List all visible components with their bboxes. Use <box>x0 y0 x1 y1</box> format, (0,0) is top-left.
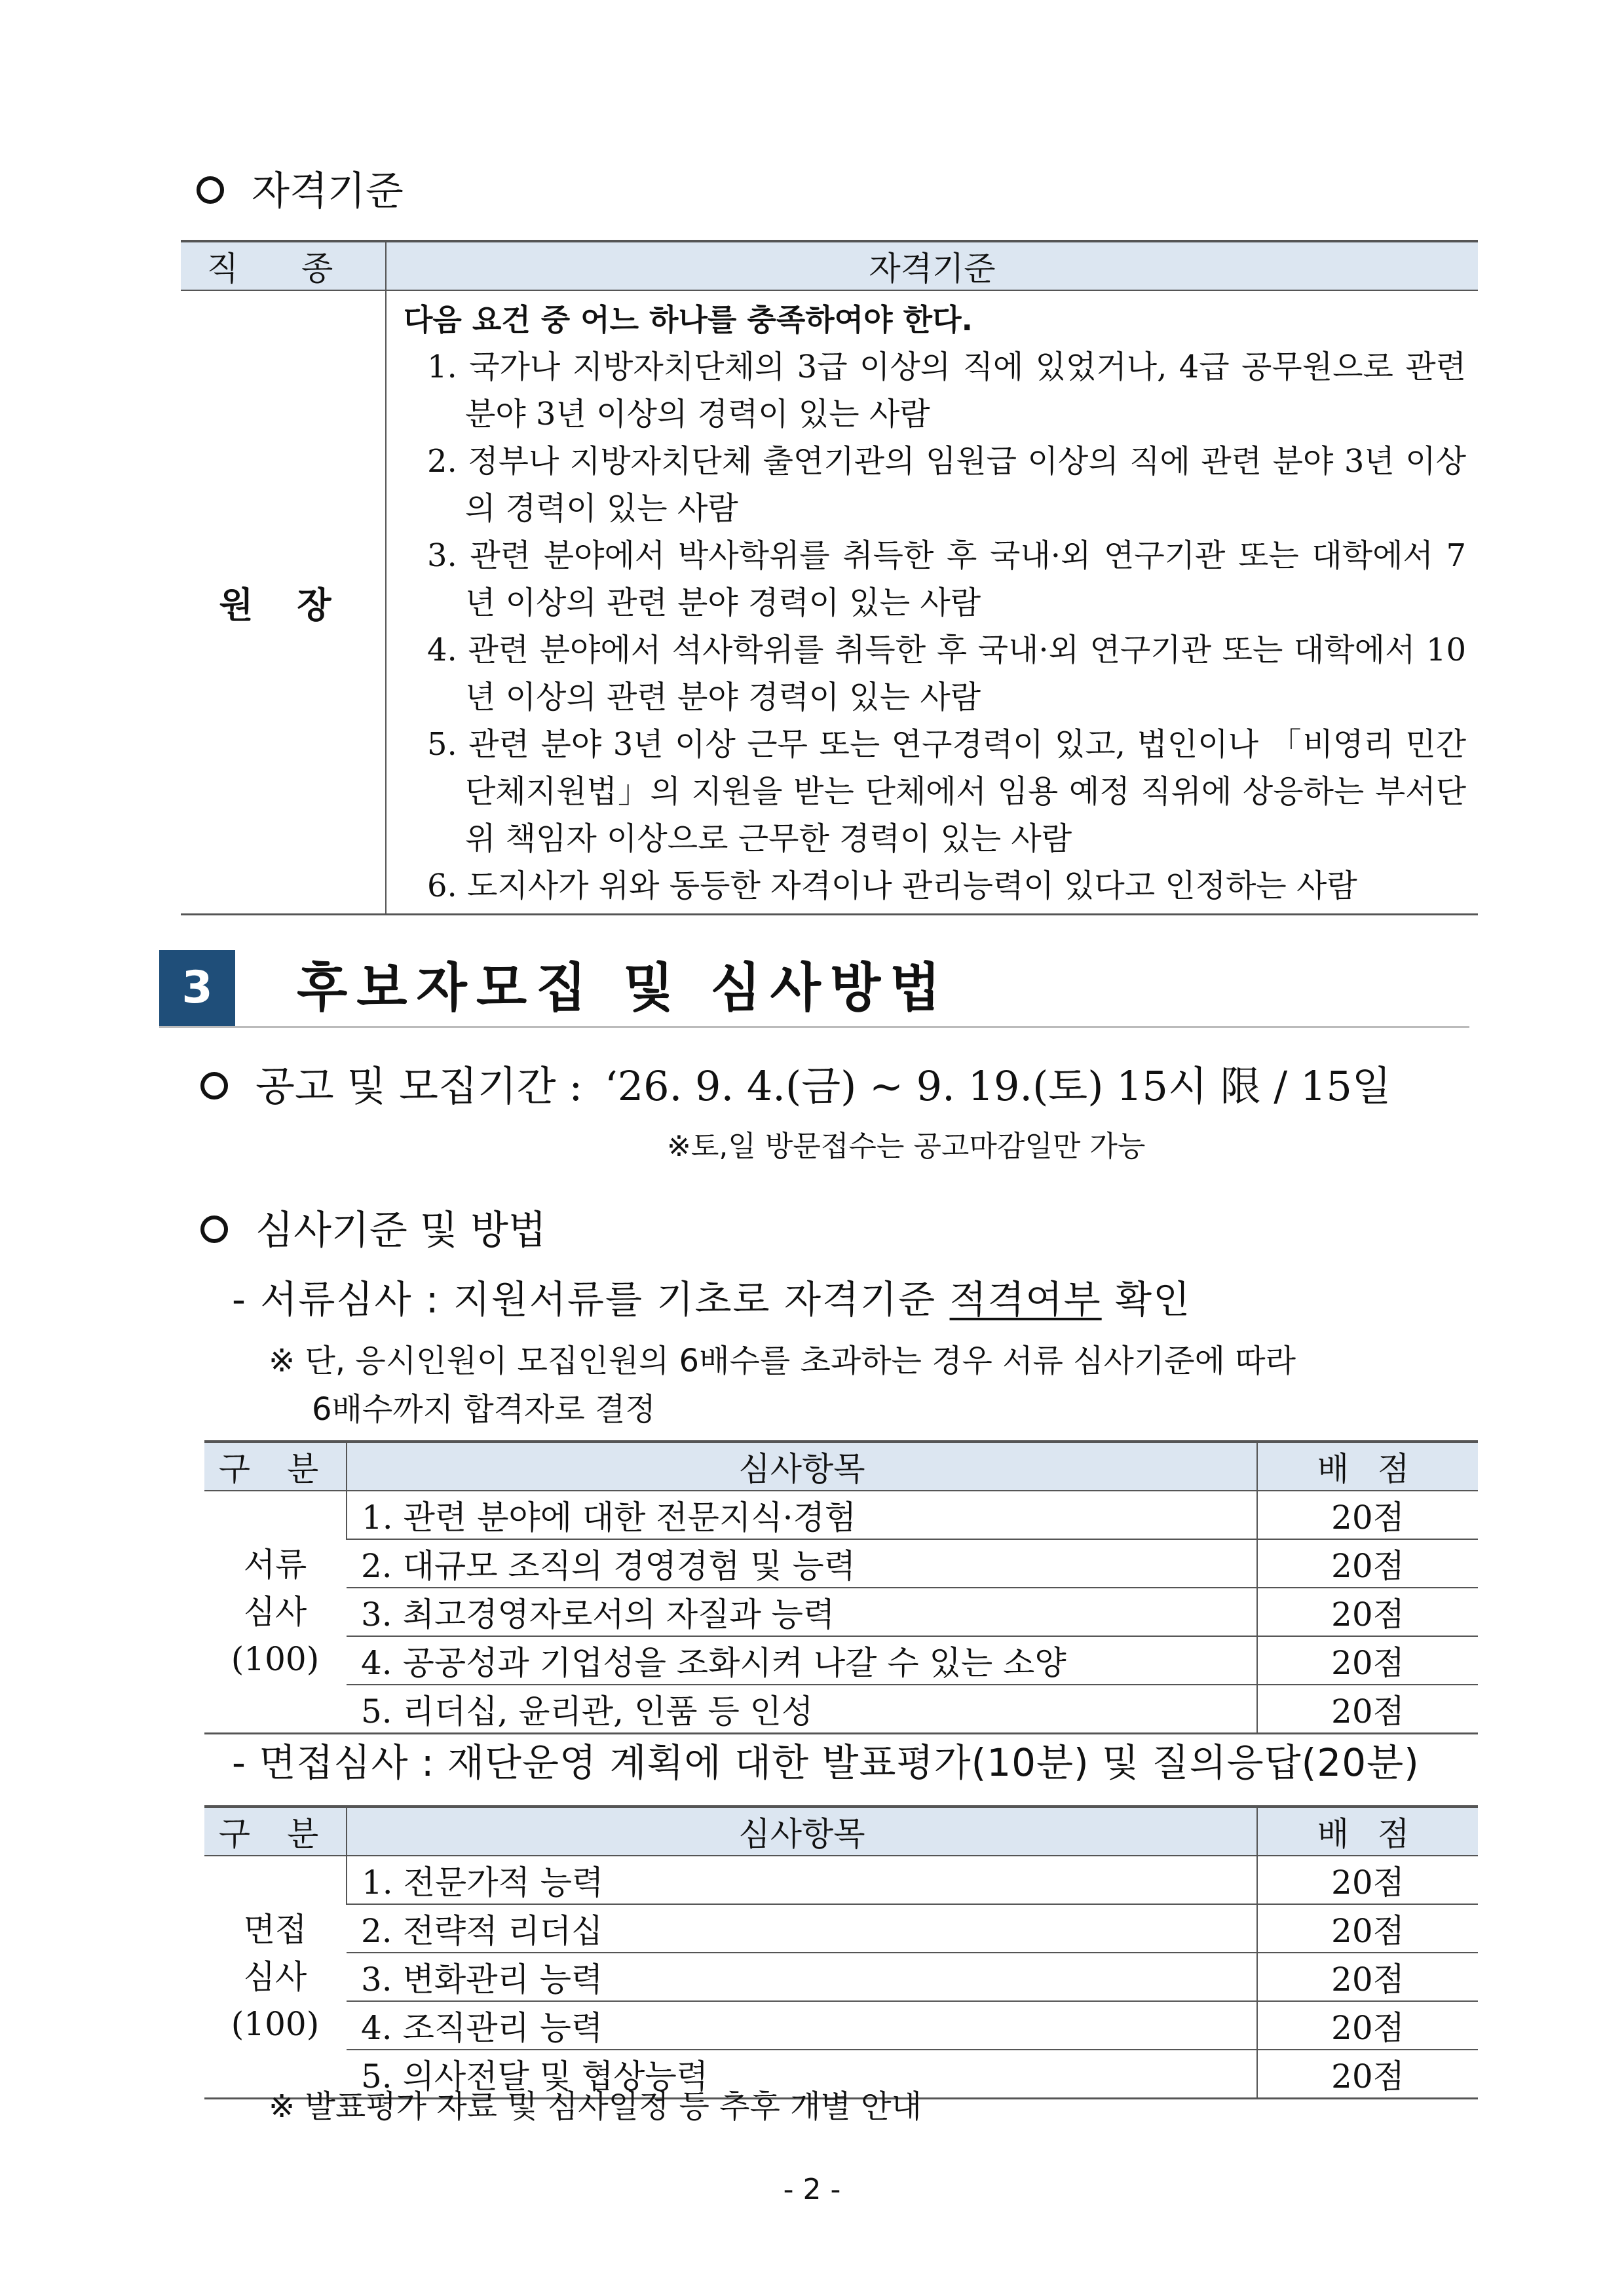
table-row: 2. 전략적 리더십 20점 <box>204 1904 1478 1953</box>
table-row: 2. 대규모 조직의 경영경험 및 능력 20점 <box>204 1539 1478 1588</box>
table-header-row: 구 분 심사항목 배 점 <box>204 1442 1478 1491</box>
criteria-item: 5. 관련 분야 3년 이상 근무 또는 연구경력이 있고, 법인이나 「비영리 민간단체지원법」의 지원을 받는 단체에서 임용 예정 직위에 상응하는 부서단위 책임자 이상으로 근무한 경력이 있는 사람 <box>427 726 1466 857</box>
table-header-row: 구 분 심사항목 배 점 <box>204 1807 1478 1856</box>
page-number: - 2 - <box>783 2173 841 2206</box>
table-row: 4. 조직관리 능력 20점 <box>204 2001 1478 2050</box>
table-header-row <box>181 241 1478 290</box>
criteria-item: 6. 도지사가 위와 동등한 자격이나 관리능력이 있다고 인정하는 사람 <box>427 868 1357 904</box>
section-number-badge: 3 <box>159 950 235 1026</box>
interview-table <box>204 1805 1478 2099</box>
circle-bullet-icon <box>197 176 224 204</box>
criteria-item: 4. 관련 분야에서 석사학위를 취득한 후 국내·외 연구기관 또는 대학에서 10년 이상의 관련 분야 경력이 있는 사람 <box>427 632 1466 716</box>
column-header-job: 직 종 <box>181 241 386 290</box>
table-row: 4. 공공성과 기업성을 조화시켜 나갈 수 있는 소양 20점 <box>204 1636 1478 1685</box>
interview-note: ※ 발표평가 자료 및 심사일정 등 추후 개별 안내 <box>269 2088 922 2125</box>
criteria-item: 2. 정부나 지방자치단체 출연기관의 임원급 이상의 직에 관련 분야 3년 이상의 경력이 있는 사람 <box>427 443 1466 527</box>
criteria-item: 1. 국가나 지방자치단체의 3급 이상의 직에 있었거나, 4급 공무원으로 관련 분야 3년 이상의 경력이 있는 사람 <box>427 349 1466 432</box>
recruitment-period: 공고 및 모집기간 : ‘26. 9. 4.(금) ~ 9. 19.(토) 15시 限 / 15일 <box>200 1060 1391 1113</box>
document-review-note: ※ 단, 응시인원이 모집인원의 6배수를 초과하는 경우 서류 심사기준에 따라 6배수까지 합격자로 결정 <box>269 1343 1296 1428</box>
criteria-lead: 다음 요건 중 어느 하나를 충족하여야 한다. <box>404 302 973 337</box>
section-header <box>159 950 1469 1028</box>
table-row: 5. 리더십, 윤리관, 인품 등 인성 20점 <box>204 1685 1478 1734</box>
document-review-line: - 서류심사 : 지원서류를 기초로 자격기준 적격여부 확인 <box>232 1277 1192 1322</box>
recruitment-period-value: ‘26. 9. 4.(금) ~ 9. 19.(토) 15시 限 / 15일 <box>604 1062 1391 1110</box>
circle-bullet-icon <box>200 1215 228 1243</box>
visit-note: ※토,일 방문접수는 공고마감일만 가능 <box>667 1130 1146 1163</box>
qualifications-table <box>181 240 1478 915</box>
table-row: 면접 심사 (100) 1. 전문가적 능력 20점 <box>204 1856 1478 1904</box>
column-header-criteria: 자격기준 <box>386 241 1478 290</box>
table-row <box>181 290 1478 915</box>
criteria-cell <box>386 290 1478 915</box>
document-review-table <box>204 1440 1478 1734</box>
group-cell: 서류 심사 (100) <box>231 1546 320 1678</box>
criteria-item: 3. 관련 분야에서 박사학위를 취득한 후 국내·외 연구기관 또는 대학에서 7년 이상의 관련 분야 경력이 있는 사람 <box>427 537 1466 621</box>
group-cell: 면접 심사 (100) <box>231 1911 320 2043</box>
circle-bullet-icon <box>200 1072 228 1100</box>
interview-line: - 면접심사 : 재단운영 계획에 대한 발표평가(10분) 및 질의응답(20분) <box>232 1740 1420 1785</box>
table-row: 3. 최고경영자로서의 자질과 능력 20점 <box>204 1588 1478 1636</box>
table-row: 3. 변화관리 능력 20점 <box>204 1953 1478 2001</box>
qualifications-heading: 자격기준 <box>197 165 404 218</box>
section-title: 후보자모집 및 심사방법 <box>297 957 950 1018</box>
job-title-cell: 원 장 <box>181 290 386 915</box>
eligibility-underlined: 적격여부 <box>949 1277 1102 1322</box>
table-row: 서류 심사 (100) 1. 관련 분야에 대한 전문지식·경험 20점 <box>204 1491 1478 1539</box>
criteria-heading: 심사기준 및 방법 <box>200 1204 546 1257</box>
table-row: 5. 의사전달 및 협상능력 20점 <box>204 2050 1478 2099</box>
